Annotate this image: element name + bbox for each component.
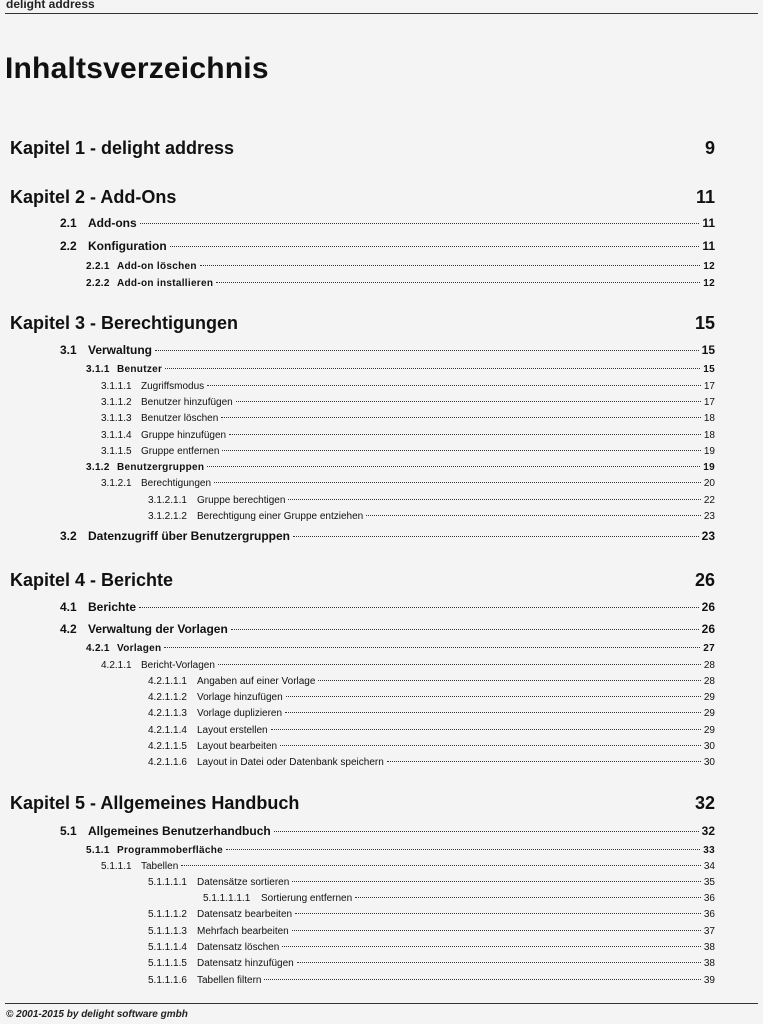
toc-page-number: 18 — [703, 413, 715, 424]
toc-page-number: 33 — [703, 845, 715, 856]
toc-entry-title: Benutzer — [117, 364, 163, 375]
toc-page-number: 38 — [703, 958, 715, 969]
toc-entry[interactable] — [148, 511, 715, 527]
toc-entry[interactable] — [148, 757, 715, 773]
running-header: delight address — [6, 0, 95, 11]
toc-entry[interactable] — [148, 942, 715, 958]
toc-entry[interactable] — [148, 975, 715, 991]
toc-page-number: 22 — [703, 495, 715, 506]
toc-entry-title: Benutzer hinzufügen — [141, 397, 233, 408]
toc-page-number: 32 — [694, 793, 715, 813]
page-title: Inhaltsverzeichnis — [5, 52, 269, 85]
toc-entry-title: Mehrfach bearbeiten — [197, 926, 289, 937]
toc-entry[interactable] — [86, 261, 715, 277]
toc-entry-title: Berechtigungen — [141, 478, 212, 489]
toc-dot-leader — [295, 913, 701, 914]
toc-entry-number: 3.2 — [60, 529, 77, 543]
toc-entry[interactable] — [148, 692, 715, 708]
toc-entry-number: 4.2.1.1.6 — [148, 757, 187, 768]
toc-dot-leader — [200, 265, 701, 266]
toc-entry[interactable] — [60, 239, 715, 255]
toc-chapter[interactable] — [10, 313, 715, 337]
toc-entry-title: Zugriffsmodus — [141, 381, 205, 392]
toc-entry[interactable] — [148, 926, 715, 942]
toc-entry-title: Gruppe hinzufügen — [141, 430, 227, 441]
footer-rule — [5, 1003, 758, 1004]
toc-page-number: 9 — [704, 138, 715, 158]
toc-entry-number: 5.1.1 — [86, 845, 110, 856]
toc-page-number: 26 — [701, 622, 715, 636]
toc-page-number: 35 — [703, 877, 715, 888]
toc-dot-leader — [229, 434, 701, 435]
toc-entry-title: Add-ons — [88, 216, 137, 230]
toc-entry[interactable] — [148, 725, 715, 741]
toc-entry-number: 3.1.1.3 — [101, 413, 132, 424]
toc-entry-number: 4.2.1 — [86, 643, 110, 654]
toc-entry[interactable] — [148, 708, 715, 724]
toc-entry[interactable] — [86, 845, 715, 861]
toc-dot-leader — [170, 246, 700, 247]
toc-chapter-title: Kapitel 1 - delight address — [10, 138, 235, 158]
toc-entry-title: Add-on installieren — [117, 278, 214, 289]
toc-entry-title: Vorlage duplizieren — [197, 708, 283, 719]
toc-chapter-title: Kapitel 3 - Berechtigungen — [10, 313, 239, 333]
toc-dot-leader — [280, 745, 701, 746]
toc-dot-leader — [355, 897, 701, 898]
toc-entry[interactable] — [86, 364, 715, 380]
toc-dot-leader — [236, 401, 701, 402]
toc-entry-number: 3.1.2.1.2 — [148, 511, 187, 522]
toc-dot-leader — [293, 536, 699, 537]
toc-entry[interactable] — [101, 478, 715, 494]
toc-entry[interactable] — [148, 958, 715, 974]
toc-entry-number: 3.1 — [60, 343, 77, 357]
toc-entry[interactable] — [148, 877, 715, 893]
toc-entry-title: Datenzugriff über Benutzergruppen — [88, 529, 291, 543]
toc-chapter[interactable] — [10, 187, 715, 211]
toc-dot-leader — [222, 450, 700, 451]
toc-entry[interactable] — [203, 893, 715, 909]
toc-page-number: 36 — [703, 893, 715, 904]
toc-page-number: 12 — [703, 261, 715, 272]
toc-dot-leader — [155, 350, 699, 351]
toc-dot-leader — [285, 712, 701, 713]
toc-page-number: 12 — [703, 278, 715, 289]
toc-entry-number: 4.1 — [60, 600, 77, 614]
toc-entry-title: Benutzergruppen — [117, 462, 205, 473]
toc-entry[interactable] — [101, 413, 715, 429]
toc-entry-number: 4.2.1.1 — [101, 660, 132, 671]
toc-page-number: 34 — [703, 861, 715, 872]
toc-entry[interactable] — [60, 600, 715, 616]
toc-entry-title: Berechtigung einer Gruppe entziehen — [197, 511, 364, 522]
toc-entry-number: 2.2.1 — [86, 261, 110, 272]
toc-chapter-title: Kapitel 2 - Add-Ons — [10, 187, 177, 207]
toc-chapter-title: Kapitel 4 - Berichte — [10, 570, 174, 590]
toc-entry[interactable] — [101, 660, 715, 676]
toc-page-number: 11 — [695, 187, 715, 207]
toc-dot-leader — [207, 466, 700, 467]
toc-page-number: 26 — [694, 570, 715, 590]
toc-dot-leader — [221, 417, 701, 418]
toc-chapter[interactable] — [10, 793, 715, 817]
toc-entry-title: Datensatz hinzufügen — [197, 958, 294, 969]
toc-entry-number: 2.2 — [60, 239, 77, 253]
toc-entry[interactable] — [60, 622, 715, 638]
toc-dot-leader — [216, 282, 700, 283]
toc-entry-number: 5.1 — [60, 824, 77, 838]
toc-dot-leader — [286, 696, 701, 697]
toc-dot-leader — [139, 607, 699, 608]
toc-entry-number: 4.2.1.1.4 — [148, 725, 187, 736]
toc-dot-leader — [274, 831, 699, 832]
toc-dot-leader — [181, 865, 701, 866]
toc-entry-number: 3.1.1 — [86, 364, 110, 375]
toc-entry-title: Berichte — [88, 600, 137, 614]
footer-copyright: © 2001-2015 by delight software gmbh — [6, 1009, 188, 1020]
toc-dot-leader — [292, 881, 701, 882]
toc-entry-title: Allgemeines Benutzerhandbuch — [88, 824, 271, 838]
toc-entry-title: Gruppe entfernen — [141, 446, 220, 457]
toc-dot-leader — [366, 515, 701, 516]
toc-entry-title: Bericht-Vorlagen — [141, 660, 215, 671]
toc-entry[interactable] — [148, 909, 715, 925]
toc-page-number: 32 — [701, 824, 715, 838]
toc-entry-number: 3.1.1.1 — [101, 381, 132, 392]
toc-entry-title: Layout erstellen — [197, 725, 268, 736]
toc-page-number: 29 — [703, 708, 715, 719]
toc-page-number: 20 — [703, 478, 715, 489]
toc-entry-title: Verwaltung — [88, 343, 153, 357]
toc-page-number: 39 — [703, 975, 715, 986]
toc-page-number: 28 — [703, 676, 715, 687]
toc-entry-number: 5.1.1.1 — [101, 861, 132, 872]
toc-entry-title: Layout in Datei oder Datenbank speichern — [197, 757, 384, 768]
toc-dot-leader — [165, 368, 700, 369]
toc-page-number: 18 — [703, 430, 715, 441]
toc-page-number: 30 — [703, 741, 715, 752]
toc-entry[interactable] — [101, 397, 715, 413]
toc-page-number: 23 — [701, 529, 715, 543]
toc-entry-title: Datensätze sortieren — [197, 877, 290, 888]
toc-dot-leader — [288, 499, 700, 500]
toc-entry-title: Sortierung entfernen — [261, 893, 353, 904]
toc-dot-leader — [226, 849, 700, 850]
toc-entry-number: 4.2.1.1.5 — [148, 741, 187, 752]
toc-entry-number: 5.1.1.1.1.1 — [203, 893, 251, 904]
toc-page-number: 36 — [703, 909, 715, 920]
toc-dot-leader — [282, 946, 701, 947]
toc-dot-leader — [231, 629, 699, 630]
toc-entry-number: 3.1.1.2 — [101, 397, 132, 408]
toc-page-number: 15 — [701, 343, 715, 357]
toc-entry-title: Add-on löschen — [117, 261, 197, 272]
toc-entry-title: Datensatz löschen — [197, 942, 280, 953]
toc-chapter[interactable] — [10, 570, 715, 594]
toc-page-number: 11 — [702, 239, 715, 253]
toc-page-number: 28 — [703, 660, 715, 671]
toc-entry-title: Konfiguration — [88, 239, 167, 253]
toc-dot-leader — [140, 223, 700, 224]
toc-dot-leader — [214, 482, 701, 483]
toc-dot-leader — [387, 761, 701, 762]
toc-entry-title: Verwaltung der Vorlagen — [88, 622, 228, 636]
toc-dot-leader — [292, 930, 701, 931]
toc-entry[interactable] — [60, 343, 715, 359]
toc-entry[interactable] — [101, 861, 715, 877]
toc-entry[interactable] — [60, 824, 715, 840]
header-rule — [5, 13, 758, 14]
toc-page-number: 17 — [703, 381, 715, 392]
toc-entry[interactable] — [148, 741, 715, 757]
toc-entry[interactable] — [86, 643, 715, 659]
toc-entry-number: 4.2.1.1.3 — [148, 708, 187, 719]
toc-entry-number: 3.1.1.5 — [101, 446, 132, 457]
toc-dot-leader — [218, 664, 701, 665]
toc-chapter-title: Kapitel 5 - Allgemeines Handbuch — [10, 793, 300, 813]
toc-entry-number: 5.1.1.1.2 — [148, 909, 187, 920]
toc-dot-leader — [264, 979, 700, 980]
toc-page-number: 29 — [703, 692, 715, 703]
toc-page-number: 23 — [703, 511, 715, 522]
toc-entry-number: 3.1.1.4 — [101, 430, 132, 441]
toc-entry-number: 5.1.1.1.3 — [148, 926, 187, 937]
toc-chapter[interactable] — [10, 138, 715, 162]
toc-entry-title: Datensatz bearbeiten — [197, 909, 293, 920]
toc-page-number: 17 — [703, 397, 715, 408]
toc-entry-number: 4.2.1.1.1 — [148, 676, 187, 687]
toc-entry-number: 4.2.1.1.2 — [148, 692, 187, 703]
toc-entry[interactable] — [148, 495, 715, 511]
toc-page-number: 29 — [703, 725, 715, 736]
toc-entry-title: Vorlagen — [117, 643, 162, 654]
toc-entry-number: 2.2.2 — [86, 278, 110, 289]
toc-entry-title: Tabellen filtern — [197, 975, 262, 986]
toc-entry-title: Programmoberfläche — [117, 845, 223, 856]
toc-dot-leader — [207, 385, 701, 386]
toc-dot-leader — [271, 729, 701, 730]
toc-page-number: 11 — [702, 216, 715, 230]
toc-dot-leader — [164, 647, 700, 648]
toc-page-number: 38 — [703, 942, 715, 953]
toc-entry-number: 5.1.1.1.6 — [148, 975, 187, 986]
toc-entry-title: Benutzer löschen — [141, 413, 219, 424]
toc-entry-number: 5.1.1.1.1 — [148, 877, 187, 888]
toc-entry-number: 3.1.2 — [86, 462, 110, 473]
toc-entry-number: 4.2 — [60, 622, 77, 636]
toc-entry[interactable] — [101, 430, 715, 446]
toc-entry-title: Gruppe berechtigen — [197, 495, 286, 506]
toc-entry[interactable] — [101, 446, 715, 462]
toc-entry[interactable] — [86, 278, 715, 294]
toc-page-number: 30 — [703, 757, 715, 768]
toc-entry-title: Tabellen — [141, 861, 179, 872]
toc-entry[interactable] — [60, 216, 715, 232]
toc-page-number: 37 — [703, 926, 715, 937]
toc-entry-number: 5.1.1.1.4 — [148, 942, 187, 953]
toc-entry[interactable] — [101, 381, 715, 397]
toc-entry-title: Angaben auf einer Vorlage — [197, 676, 316, 687]
toc-dot-leader — [318, 680, 700, 681]
toc-entry-number: 3.1.2.1.1 — [148, 495, 187, 506]
toc-entry-number: 3.1.2.1 — [101, 478, 132, 489]
toc-page-number: 26 — [701, 600, 715, 614]
toc-entry-title: Layout bearbeiten — [197, 741, 278, 752]
toc-page-number: 15 — [694, 313, 715, 333]
toc-dot-leader — [297, 962, 701, 963]
toc-page-number: 27 — [703, 643, 715, 654]
toc-entry-title: Vorlage hinzufügen — [197, 692, 283, 703]
toc-page-number: 15 — [703, 364, 715, 375]
toc-page-number: 19 — [703, 446, 715, 457]
toc-page-number: 19 — [703, 462, 715, 473]
toc-entry[interactable] — [60, 529, 715, 545]
toc-entry[interactable] — [148, 676, 715, 692]
toc-entry-number: 2.1 — [60, 216, 77, 230]
toc-entry-number: 5.1.1.1.5 — [148, 958, 187, 969]
toc-entry[interactable] — [86, 462, 715, 478]
